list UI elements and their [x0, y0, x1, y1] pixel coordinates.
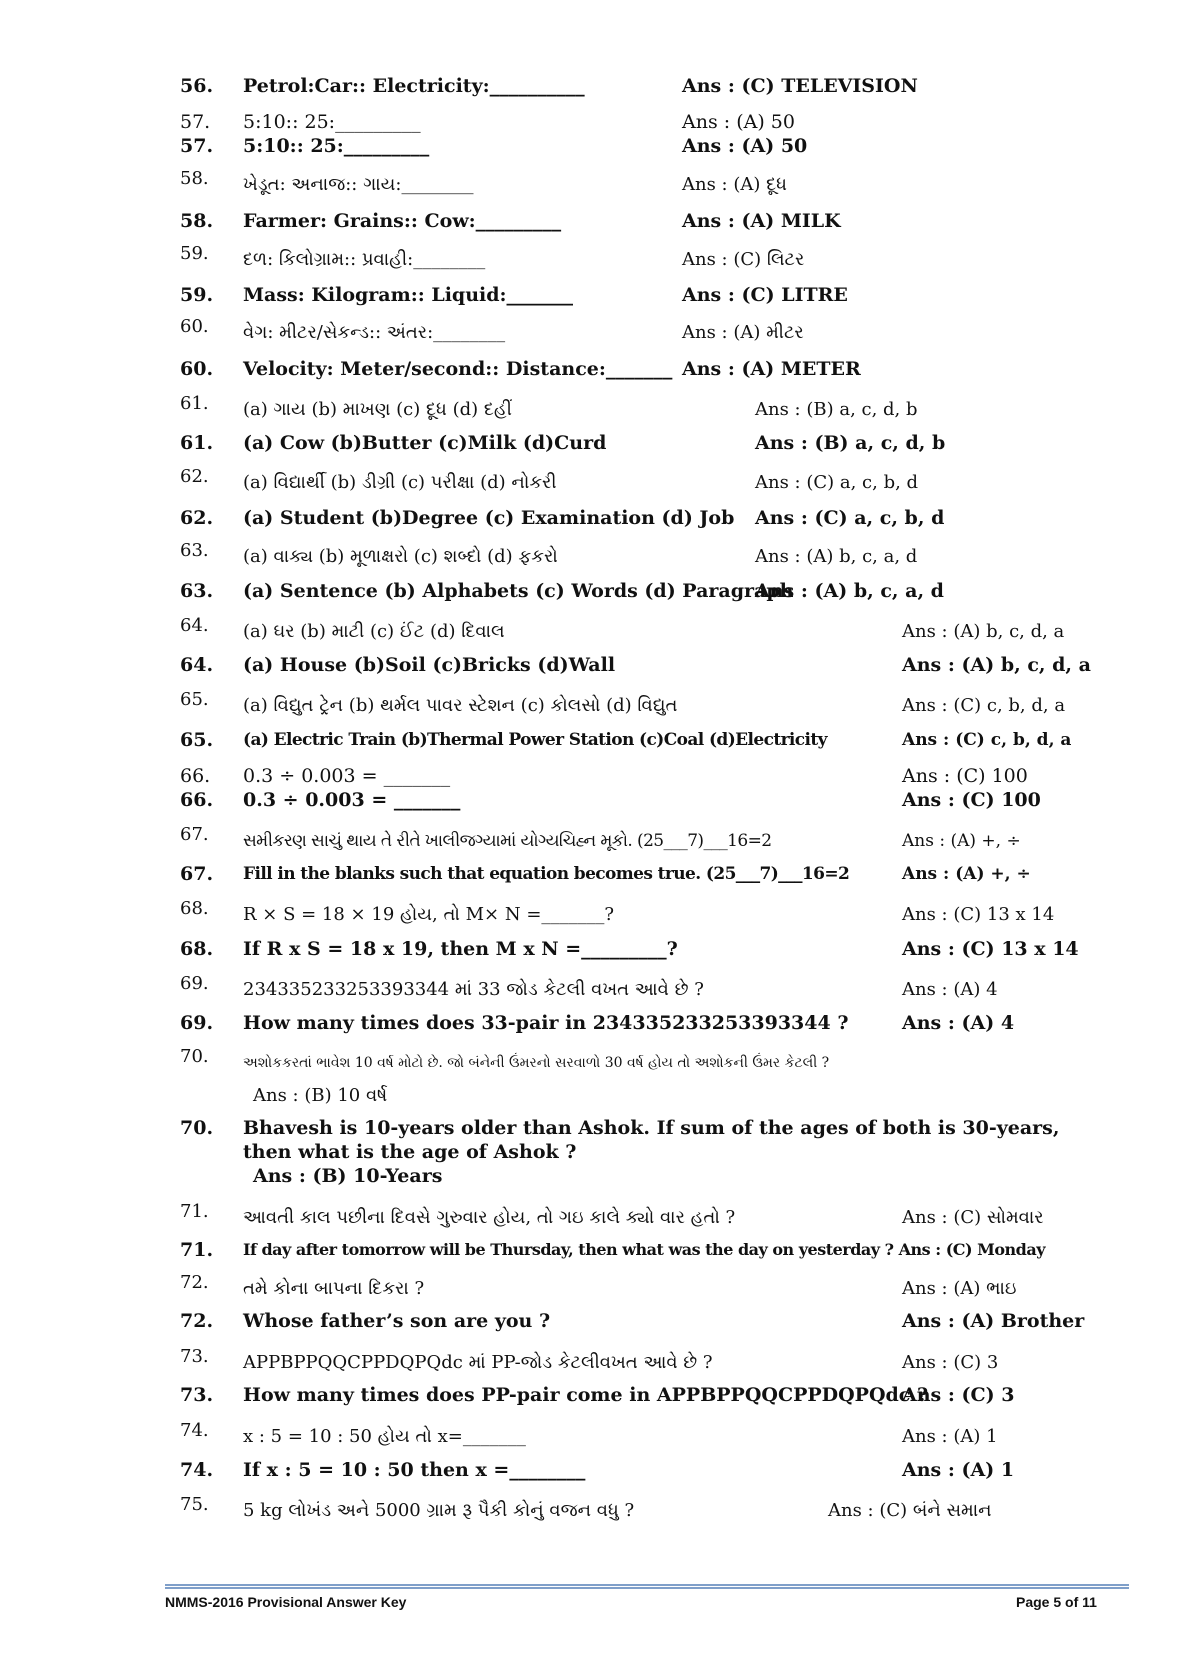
- answer-text: Ans : (C) c, b, d, a: [902, 730, 1072, 750]
- question-text: If R x S = 18 x 19, then M x N =_________?: [243, 938, 678, 960]
- question-number: 73.: [180, 1346, 209, 1367]
- question-text: સમીકરણ સાચું થાય તે રીતે ખાલીજગ્યામાં યોગ્યચિહ્ન મૂકો. (25___7)___16=2: [243, 831, 772, 851]
- answer-text: Ans : (C) 13 x 14: [902, 904, 1055, 925]
- answer-text: Ans : (C) 3: [902, 1384, 1015, 1406]
- footer-page-number: Page 5 of 11: [1016, 1594, 1097, 1610]
- question-text: આવતી કાલ પછીના દિવસે ગુરુવાર હોય, તો ગઇ કાલે ક્યો વાર હતો ?: [243, 1207, 736, 1228]
- question-text: 5:10:: 25:_________: [243, 111, 421, 133]
- answer-text: Ans : (C) લિટર: [682, 249, 805, 270]
- answer-text: Ans : (C) 100: [902, 765, 1028, 787]
- question-text: ખેડૂત: અનાજ:: ગાય:________: [243, 174, 474, 195]
- question-text: દળ: કિલોગ્રામ:: પ્રવાહી:________: [243, 249, 486, 270]
- question-number: 74.: [180, 1420, 209, 1441]
- question-number: 75.: [180, 1494, 209, 1515]
- question-row-74e: [0, 1458, 1182, 1482]
- question-row-68g: [0, 898, 1182, 927]
- question-number: 66.: [180, 789, 214, 811]
- question-row-63g: [0, 540, 1182, 569]
- question-row-73g: [0, 1346, 1182, 1375]
- question-text: (a) Electric Train (b)Thermal Power Station (c)Coal (d)Electricity: [243, 730, 827, 750]
- answer-text: Ans : (C) બંને સમાન: [828, 1500, 992, 1521]
- question-row-64e: [0, 653, 1182, 677]
- question-number: 65.: [180, 729, 214, 751]
- q70-eng-question-cont: [0, 1140, 1182, 1164]
- answer-text: Ans : (C) 13 x 14: [902, 938, 1079, 960]
- question-number: 72.: [180, 1310, 214, 1332]
- question-row-67g: [0, 824, 1182, 853]
- question-row-59g: [0, 243, 1182, 272]
- question-text: અશોકકરતાં ભાવેશ 10 વર્ષ મોટો છે. જો બંનેની ઉંમરનો સરવાળો 30 વર્ષ હોય તો અશોકની ઉંમર કેટલી ?: [243, 1055, 830, 1071]
- question-row-60e: [0, 357, 1182, 381]
- answer-text: Ans : (A) b, c, a, d: [755, 580, 944, 602]
- question-text: (a) ગાય (b) માખણ (c) દૂધ (d) દહીં: [243, 399, 512, 420]
- question-text: If day after tomorrow will be Thursday, then what was the day on yesterday ? Ans : (C) Monday: [243, 1240, 1045, 1259]
- question-number: 63.: [180, 580, 214, 602]
- question-row-66g: [0, 764, 1182, 788]
- question-row-62g: [0, 466, 1182, 495]
- question-number: 62.: [180, 466, 209, 487]
- question-text: If x : 5 = 10 : 50 then x =________: [243, 1459, 586, 1481]
- question-number: 60.: [180, 358, 214, 380]
- question-text: 0.3 ÷ 0.003 = _______: [243, 789, 461, 811]
- answer-text: Ans : (C) a, c, b, d: [755, 472, 919, 493]
- answer-text: Ans : (A) દૂધ: [682, 174, 787, 195]
- q70-eng-question: [0, 1116, 1182, 1140]
- question-text: વેગ: મીટર/સેકન્ડ:: અંતર:________: [243, 322, 506, 343]
- question-number: 63.: [180, 540, 209, 561]
- question-number: 59.: [180, 243, 209, 264]
- answer-text: Ans : (A) +, ÷: [902, 831, 1021, 851]
- q70-eng-answer: [0, 1164, 1182, 1188]
- question-text-line2: then what is the age of Ashok ?: [243, 1141, 577, 1163]
- answer-text: Ans : (B) a, c, d, b: [755, 432, 946, 454]
- question-number: 56.: [180, 75, 214, 97]
- question-text: How many times does 33-pair in 234335233253393344 ?: [243, 1012, 849, 1034]
- footer-divider: [165, 1584, 1129, 1589]
- answer-text: Ans : (A) b, c, d, a: [902, 654, 1091, 676]
- question-row-72e: [0, 1309, 1182, 1333]
- answer-text: Ans : (A) મીટર: [682, 322, 804, 343]
- question-text: (a) House (b)Soil (c)Bricks (d)Wall: [243, 654, 616, 676]
- answer-text: Ans : (A) 50: [682, 135, 808, 157]
- answer-text: Ans : (A) 4: [902, 979, 998, 1000]
- answer-text: Ans : (A) 1: [902, 1426, 998, 1447]
- answer-text: Ans : (A) MILK: [682, 210, 841, 232]
- question-text-line1: Bhavesh is 10-years older than Ashok. If sum of the ages of both is 30-years,: [243, 1117, 1060, 1139]
- answer-text: Ans : (C) c, b, d, a: [902, 695, 1066, 716]
- question-number: 69.: [180, 1012, 214, 1034]
- question-number: 71.: [180, 1239, 214, 1261]
- answer-text: Ans : (A) b, c, a, d: [755, 546, 918, 567]
- question-number: 68.: [180, 938, 214, 960]
- question-row-63e: [0, 579, 1182, 603]
- answer-text: Ans : (A) +, ÷: [902, 864, 1031, 884]
- question-number: 73.: [180, 1384, 214, 1406]
- answer-text: Ans : (B) 10-Years: [253, 1165, 443, 1187]
- question-text: Whose father’s son are you ?: [243, 1310, 551, 1332]
- question-text: 0.3 ÷ 0.003 = _______: [243, 765, 451, 787]
- answer-text: Ans : (A) 4: [902, 1012, 1015, 1034]
- question-row-59e: [0, 283, 1182, 307]
- question-number: 70.: [180, 1046, 209, 1067]
- question-text: (a) Student (b)Degree (c) Examination (d) Job: [243, 507, 735, 529]
- question-row-60g: [0, 316, 1182, 345]
- question-text: 5:10:: 25:_________: [243, 135, 430, 157]
- question-row-58g: [0, 168, 1182, 197]
- answer-text: Ans : (C) 3: [902, 1352, 999, 1373]
- question-number: 66.: [180, 765, 211, 787]
- question-number: 74.: [180, 1459, 214, 1481]
- question-number: 72.: [180, 1272, 209, 1293]
- question-number: 60.: [180, 316, 209, 337]
- question-text: (a) Sentence (b) Alphabets (c) Words (d) Paragraph: [243, 580, 794, 602]
- question-row-71g: [0, 1201, 1182, 1230]
- question-row-61g: [0, 393, 1182, 422]
- question-number: 68.: [180, 898, 209, 919]
- question-row-69e: [0, 1011, 1182, 1035]
- question-text: તમે કોના બાપના દિકરા ?: [243, 1278, 425, 1299]
- answer-text: Ans : (C) a, c, b, d: [755, 507, 945, 529]
- question-row-68e: [0, 937, 1182, 961]
- answer-text: Ans : (A) ભાઇ: [902, 1278, 1017, 1299]
- question-text: Petrol:Car:: Electricity:__________: [243, 75, 585, 97]
- question-number: 61.: [180, 432, 214, 454]
- question-number: 65.: [180, 689, 209, 710]
- answer-text: Ans : (B) 10 વર્ષ: [253, 1085, 388, 1106]
- question-number: 62.: [180, 507, 214, 529]
- question-row-66e: [0, 788, 1182, 812]
- answer-text: Ans : (A) 1: [902, 1459, 1015, 1481]
- question-row-56e: [0, 74, 1182, 98]
- question-text: (a) વિદ્યાર્થી (b) ડીગ્રી (c) પરીક્ષા (d) નોકરી: [243, 472, 557, 493]
- question-row-57g: [0, 110, 1182, 134]
- question-row-74g: [0, 1420, 1182, 1449]
- question-text: 5 kg લોખંડ અને 5000 ગ્રામ રૂ પૈકી કોનું વજન વધુ ?: [243, 1500, 635, 1521]
- question-number: 57.: [180, 111, 211, 133]
- question-row-70g: [0, 1046, 1182, 1075]
- q70-guj-answer: [0, 1084, 1182, 1108]
- question-number: 58.: [180, 210, 214, 232]
- question-number: 61.: [180, 393, 209, 414]
- question-number: 67.: [180, 863, 214, 885]
- question-text: (a) વિદ્યુત ટ્રેન (b) થર્મલ પાવર સ્ટેશન (c) કોલસો (d) વિદ્યુત: [243, 695, 678, 716]
- question-number: 64.: [180, 615, 209, 636]
- question-row-65g: [0, 689, 1182, 718]
- answer-text: Ans : (A) METER: [682, 358, 861, 380]
- question-text: APPBPPQQCPPDQPQdc માં PP-જોડ કેટલીવખત આવે છે ?: [243, 1352, 713, 1373]
- answer-text: Ans : (C) 100: [902, 789, 1041, 811]
- question-number: 57.: [180, 135, 214, 157]
- question-text: 234335233253393344 માં 33 જોડ કેટલી વખત આવે છે ?: [243, 979, 704, 1000]
- question-number: 64.: [180, 654, 214, 676]
- question-row-75g: [0, 1494, 1182, 1523]
- answer-text: Ans : (C) સોમવાર: [902, 1207, 1044, 1228]
- answer-text: Ans : (A) b, c, d, a: [902, 621, 1065, 642]
- question-text: Velocity: Meter/second:: Distance:_______: [243, 358, 673, 380]
- question-row-73e: [0, 1383, 1182, 1407]
- question-row-65e: [0, 728, 1182, 752]
- question-row-69g: [0, 973, 1182, 1002]
- question-number: 67.: [180, 824, 209, 845]
- footer-title: NMMS-2016 Provisional Answer Key: [165, 1594, 407, 1610]
- answer-text: Ans : (C) TELEVISION: [682, 75, 918, 97]
- question-number: 70.: [180, 1117, 214, 1139]
- question-text: Farmer: Grains:: Cow:_________: [243, 210, 562, 232]
- question-text: How many times does PP-pair come in APPBPPQQCPPDQPQdc ?: [243, 1384, 929, 1406]
- question-text: Fill in the blanks such that equation becomes true. (25___7)___16=2: [243, 864, 850, 884]
- question-row-72g: [0, 1272, 1182, 1301]
- question-text: (a) વાક્ય (b) મૂળાક્ષરો (c) શબ્દો (d) ફકરો: [243, 546, 558, 567]
- question-text: (a) ઘર (b) માટી (c) ઈંટ (d) દિવાલ: [243, 621, 505, 642]
- answer-text: Ans : (B) a, c, d, b: [755, 399, 918, 420]
- question-row-62e: [0, 506, 1182, 530]
- answer-text: Ans : (A) 50: [682, 111, 795, 133]
- question-text: Mass: Kilogram:: Liquid:_______: [243, 284, 574, 306]
- question-row-71e: [0, 1238, 1182, 1262]
- answer-text: Ans : (C) LITRE: [682, 284, 848, 306]
- question-row-61e: [0, 431, 1182, 455]
- question-row-64g: [0, 615, 1182, 644]
- question-text: x : 5 = 10 : 50 હોય તો x=_______: [243, 1426, 526, 1447]
- question-number: 69.: [180, 973, 209, 994]
- question-row-57e: [0, 134, 1182, 158]
- question-number: 58.: [180, 168, 209, 189]
- answer-text: Ans : (A) Brother: [902, 1310, 1085, 1332]
- question-number: 71.: [180, 1201, 209, 1222]
- question-text: (a) Cow (b)Butter (c)Milk (d)Curd: [243, 432, 607, 454]
- question-text: R × S = 18 × 19 હોય, તો M× N =_______?: [243, 904, 615, 925]
- question-row-67e: [0, 862, 1182, 886]
- question-number: 59.: [180, 284, 214, 306]
- question-row-58e: [0, 209, 1182, 233]
